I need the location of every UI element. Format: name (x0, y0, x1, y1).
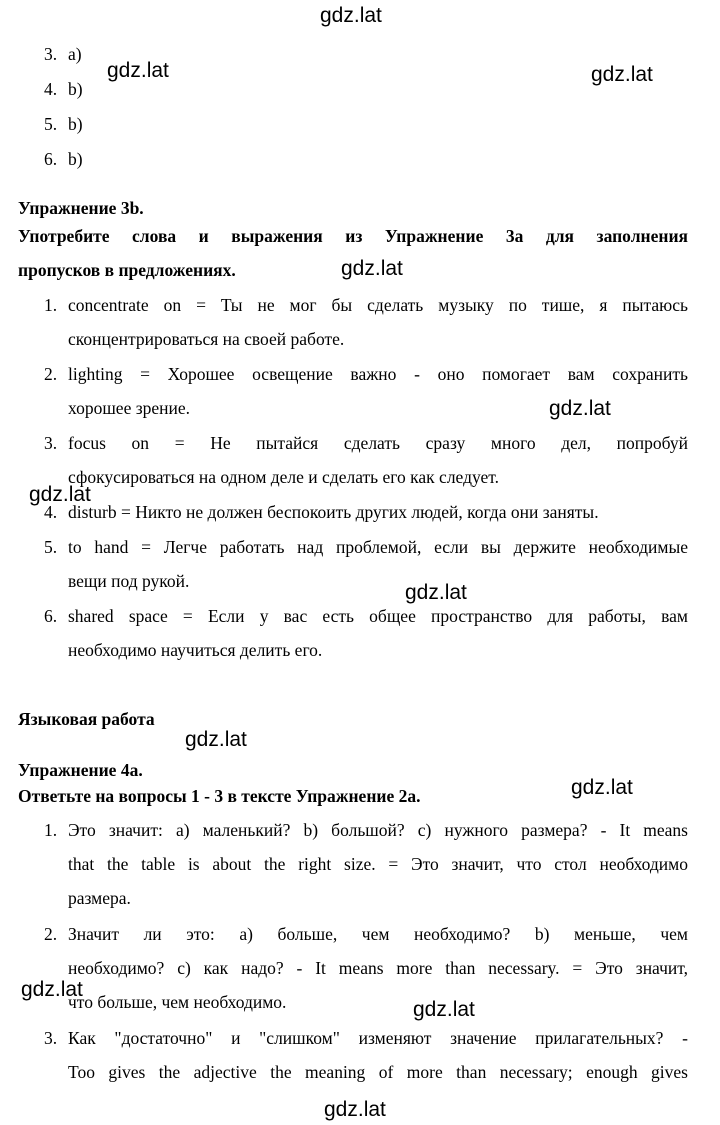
list-number: 3. (44, 1028, 58, 1048)
answer-value: b) (68, 79, 83, 99)
watermark: gdz.lat (320, 4, 382, 27)
list-item-text: что больше, чем необходимо. (68, 992, 287, 1012)
list-item-text: to hand = Легче работать над проблемой, если вы держите необходимые (68, 537, 688, 557)
watermark: gdz.lat (571, 776, 633, 799)
answer-value: b) (68, 114, 83, 134)
watermark: gdz.lat (341, 257, 403, 280)
list-number: 4. (44, 79, 58, 99)
list-item-text: хорошее зрение. (68, 398, 191, 418)
list-item-text: that the table is about the right size. = Это значит, что стол необходимо (68, 854, 688, 874)
list-item-text: shared space = Если у вас есть общее пространство для работы, вам (68, 606, 688, 626)
list-number: 4. (44, 502, 58, 522)
list-number: 5. (44, 537, 58, 557)
list-item-text: concentrate on = Ты не мог бы сделать музыку по тише, я пытаюсь (68, 295, 688, 315)
list-item-text: disturb = Никто не должен беспокоить других людей, когда они заняты. (68, 502, 599, 522)
answer-value: a) (68, 44, 82, 64)
section-title: Языковая работа (18, 709, 155, 729)
exercise-3b-heading: Упражнение 3b. (18, 198, 144, 218)
list-item-text: необходимо? c) как надо? - It means more than necessary. = Это значит, (68, 958, 688, 978)
list-item-text: Значит ли это: a) больше, чем необходимо? b) меньше, чем (68, 924, 688, 944)
watermark: gdz.lat (29, 483, 91, 506)
list-item-text: вещи под рукой. (68, 571, 190, 591)
list-number: 1. (44, 295, 58, 315)
exercise-3b-task-line-2: пропусков в предложениях. (18, 260, 236, 280)
list-number: 3. (44, 433, 58, 453)
list-item-text: Это значит: a) маленький? b) большой? c) нужного размера? - It means (68, 820, 688, 840)
answer-value: b) (68, 149, 83, 169)
list-item-text: сконцентрироваться на своей работе. (68, 329, 345, 349)
exercise-4a-heading: Упражнение 4a. (18, 760, 143, 780)
list-number: 5. (44, 114, 58, 134)
list-item-text: сфокусироваться на одном деле и сделать его как следует. (68, 467, 499, 487)
watermark: gdz.lat (185, 728, 247, 751)
list-item-text: Как "достаточно" и "слишком" изменяют значение прилагательных? - (68, 1028, 688, 1048)
list-item-text: lighting = Хорошее освещение важно - оно помогает вам сохранить (68, 364, 688, 384)
list-number: 6. (44, 606, 58, 626)
list-item-text: Too gives the adjective the meaning of more than necessary; enough gives (68, 1062, 688, 1082)
watermark: gdz.lat (107, 59, 169, 82)
watermark: gdz.lat (21, 978, 83, 1001)
list-number: 3. (44, 44, 58, 64)
exercise-4a-task: Ответьте на вопросы 1 - 3 в тексте Упражнение 2а. (18, 786, 421, 806)
list-number: 2. (44, 924, 58, 944)
watermark: gdz.lat (549, 397, 611, 420)
watermark: gdz.lat (405, 581, 467, 604)
list-number: 6. (44, 149, 58, 169)
list-item-text: focus on = Не пытайся сделать сразу много дел, попробуй (68, 433, 688, 453)
watermark: gdz.lat (413, 998, 475, 1021)
watermark: gdz.lat (324, 1098, 386, 1121)
list-number: 1. (44, 820, 58, 840)
exercise-3b-task-line-1: Употребите слова и выражения из Упражнение 3а для заполнения (18, 226, 688, 246)
list-item-text: необходимо научиться делить его. (68, 640, 323, 660)
watermark: gdz.lat (591, 63, 653, 86)
list-number: 2. (44, 364, 58, 384)
list-item-text: размера. (68, 888, 131, 908)
